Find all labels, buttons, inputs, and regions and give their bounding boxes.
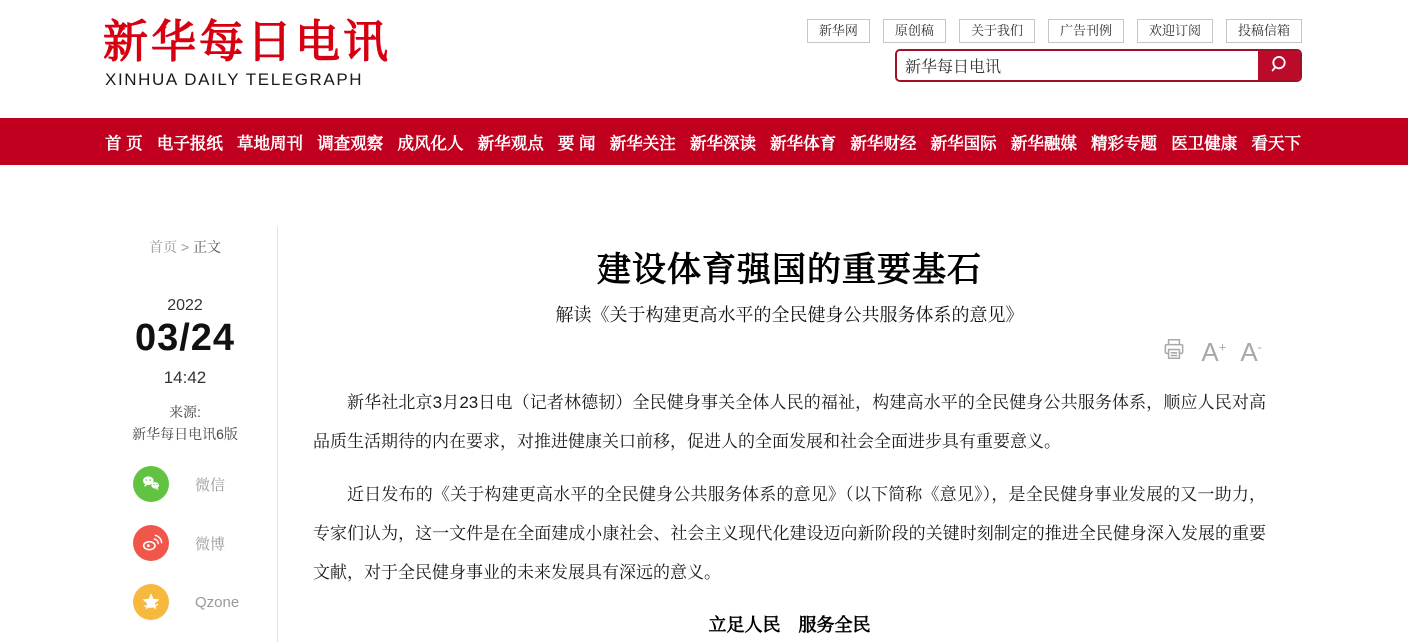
nav-international[interactable]: 新华国际 — [930, 134, 997, 153]
article-time: 14:42 — [163, 368, 207, 387]
font-decrease-button[interactable] — [1240, 336, 1262, 367]
nav-headlines[interactable]: 要 闻 — [557, 134, 596, 153]
nav-investigation[interactable]: 调查观察 — [317, 134, 384, 153]
weibo-icon — [133, 525, 169, 561]
nav-special-topics[interactable]: 精彩专题 — [1091, 134, 1158, 153]
search-icon — [1268, 53, 1290, 78]
nav-items — [105, 118, 1301, 165]
site-logo-english: XINHUA DAILY TELEGRAPH — [105, 70, 364, 89]
article-subtitle: 解读《关于构建更高水平的全民健身公共服务体系的意见》 — [555, 305, 1024, 325]
nav-caodi-weekly[interactable]: 草地周刊 — [237, 134, 304, 153]
link-subscribe[interactable]: 欢迎订阅 — [1137, 19, 1213, 43]
link-about-us[interactable]: 关于我们 — [959, 19, 1035, 43]
article-title: 建设体育强国的重要基石 — [597, 251, 982, 289]
article-tools — [1161, 336, 1262, 367]
header-quick-links — [807, 19, 1302, 43]
nav-world-view[interactable]: 看天下 — [1251, 134, 1301, 153]
nav-finance[interactable]: 新华财经 — [850, 134, 917, 153]
nav-home[interactable]: 首 页 — [105, 134, 143, 153]
link-xinhuanet[interactable]: 新华网 — [807, 19, 870, 43]
source-label: 来源: — [169, 404, 201, 420]
nav-health[interactable]: 医卫健康 — [1171, 134, 1238, 153]
article-date: 03/24 — [134, 317, 236, 359]
share-qzone-label: Qzone — [195, 593, 240, 611]
breadcrumb-home[interactable]: 首页 — [149, 239, 178, 255]
breadcrumb — [95, 237, 275, 257]
share-wechat[interactable] — [133, 466, 239, 502]
search-input[interactable] — [897, 51, 1258, 80]
share-qzone[interactable] — [133, 584, 239, 620]
nav-e-paper[interactable]: 电子报纸 — [156, 134, 223, 153]
font-increase-button[interactable] — [1201, 336, 1227, 367]
link-original-draft[interactable]: 原创稿 — [883, 19, 946, 43]
search-bar — [895, 49, 1302, 82]
nav-media[interactable]: 新华融媒 — [1010, 134, 1077, 153]
article-paragraph: 新华社北京3月23日电（记者林德韧）全民健身事关全体人民的福祉，构建高水平的全民健身公共服务体系，顺应人民对高品质生活期待的内在要求，对推进健康关口前移，促进人的全面发展和社会全面进步具有重要意义。 — [313, 393, 1266, 451]
printer-icon — [1161, 336, 1187, 367]
article-paragraph: 近日发布的《关于构建更高水平的全民健身公共服务体系的意见》（以下简称《意见》），是全民健身事业发展的又一助力，专家们认为，这一文件是在全面建成小康社会、社会主义现代化建设迈向新阶段的关键时刻制定的推进全民健身深入发展的重要文献，对于全民健身事业的未来发展具有深远的意义。 — [313, 485, 1266, 582]
article-year: 2022 — [167, 297, 203, 314]
section-heading: 立足人民 服务全民 — [708, 615, 871, 635]
breadcrumb-separator: > — [180, 239, 190, 255]
share-wechat-label: 微信 — [195, 476, 226, 494]
link-submission-box[interactable]: 投稿信箱 — [1226, 19, 1302, 43]
main-navigation — [0, 118, 1408, 165]
source-value: 新华每日电讯6版 — [132, 426, 238, 442]
share-panel — [133, 466, 239, 620]
sidebar-divider — [277, 227, 278, 642]
font-increase-icon: A+ — [1201, 336, 1227, 367]
site-logo-chinese[interactable]: 新华每日电讯 — [103, 17, 392, 67]
nav-deep-reading[interactable]: 新华深读 — [689, 134, 756, 153]
nav-chengfenghuaren[interactable]: 成风化人 — [397, 134, 464, 153]
nav-sports[interactable]: 新华体育 — [770, 134, 837, 153]
site-header — [0, 0, 1408, 118]
font-decrease-icon: A- — [1240, 336, 1262, 367]
share-weibo-label: 微博 — [195, 535, 226, 553]
print-button[interactable] — [1161, 336, 1187, 367]
nav-xinhua-views[interactable]: 新华观点 — [477, 134, 544, 153]
wechat-icon — [133, 466, 169, 502]
share-weibo[interactable] — [133, 525, 239, 561]
search-button[interactable] — [1258, 51, 1300, 80]
breadcrumb-current: 正文 — [192, 239, 221, 255]
nav-xinhua-focus[interactable]: 新华关注 — [609, 134, 676, 153]
article-body — [313, 383, 1266, 642]
link-ad-rates[interactable]: 广告刊例 — [1048, 19, 1124, 43]
qzone-icon — [133, 584, 169, 620]
